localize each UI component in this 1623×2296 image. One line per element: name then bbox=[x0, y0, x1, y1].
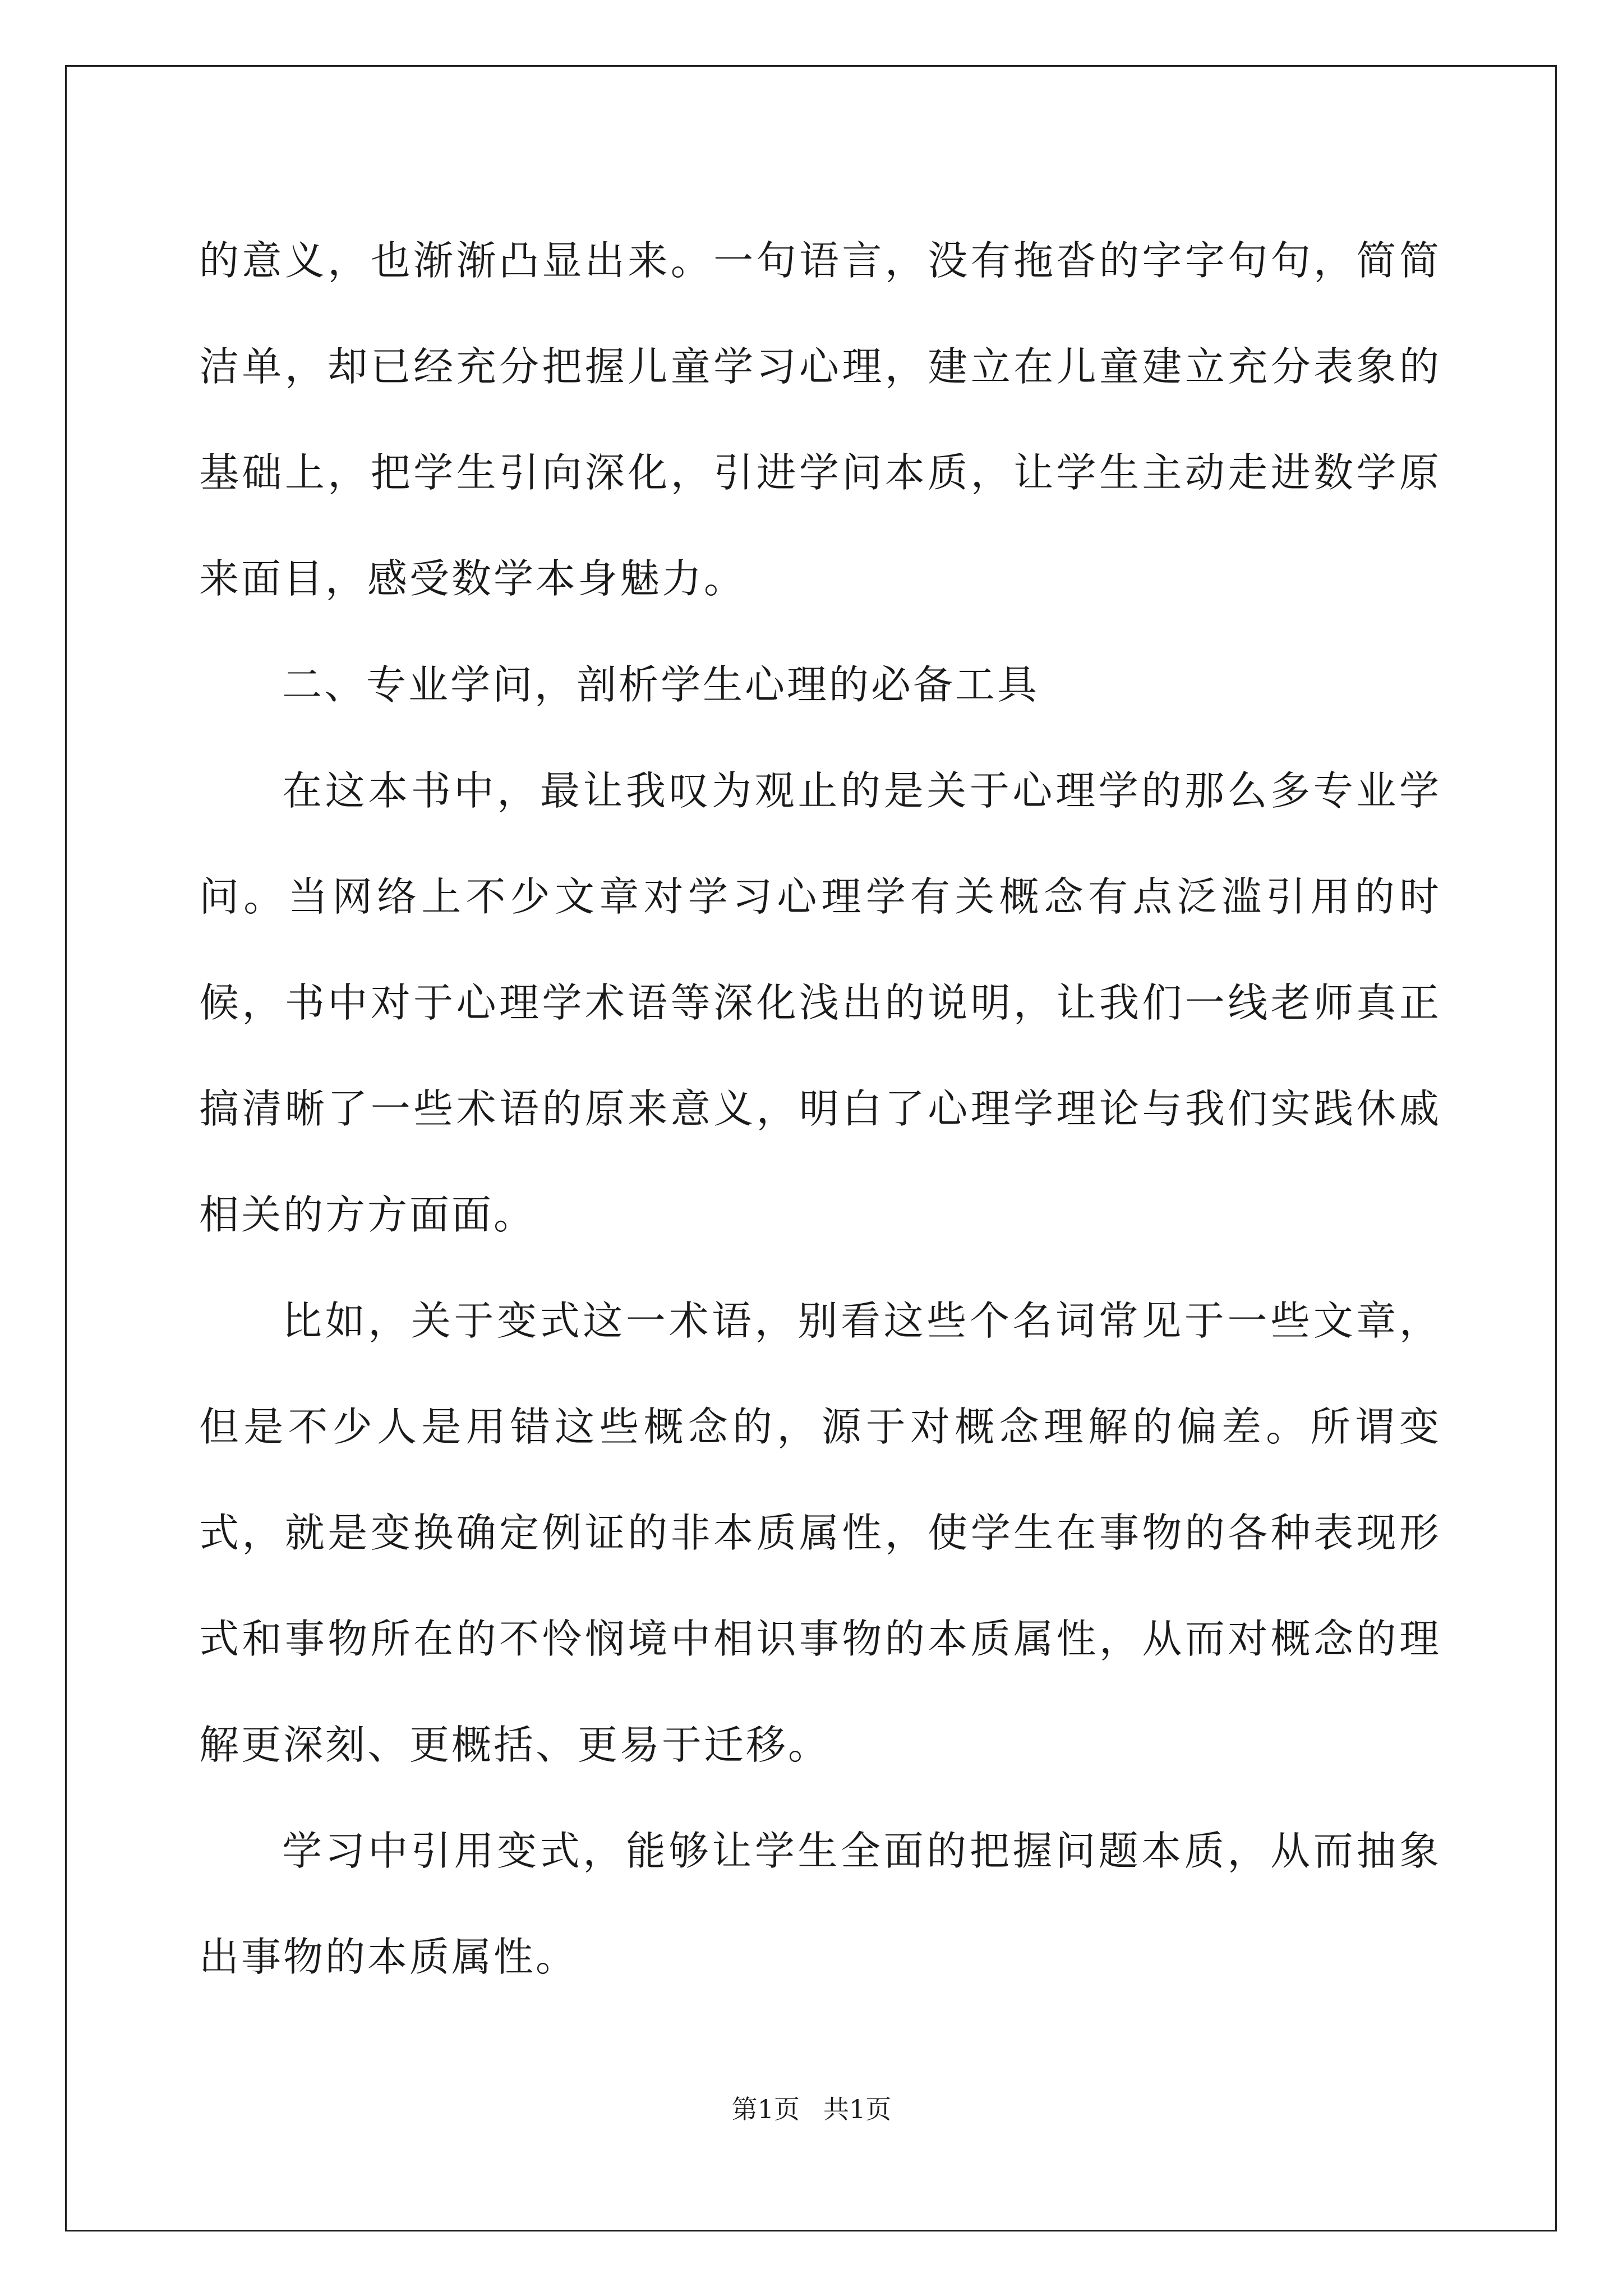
page-footer bbox=[0, 2092, 1623, 2126]
page-total: 共1页 bbox=[823, 2094, 892, 2124]
paragraph-4: 学习中引用变式，能够让学生全面的把握问题本质，从而抽象出事物的本质属性。 bbox=[199, 1828, 1441, 1980]
page-number: 第1页 bbox=[731, 2094, 800, 2124]
paragraph-2: 在这本书中，最让我叹为观止的是关于心理学的那么多专业学问。当网络上不少文章对学习心理学有关概念有点泛滥引用的时候，书中对于心理学术语等深化浅出的说明，让我们一线老师真正搞清晰了一些术语的原来意义，明白了心理学理论与我们实践休戚相关的方方面面。 bbox=[199, 767, 1441, 1238]
paragraph-1: 的意义，也渐渐凸显出来。一句语言，没有拖沓的字字句句，简简洁单，却已经充分把握儿童学习心理，建立在儿童建立充分表象的基础上，把学生引向深化，引进学问本质，让学生主动走进数学原来面目，感受数学本身魅力。 bbox=[199, 237, 1441, 602]
paragraph-3: 比如，关于变式这一术语，别看这些个名词常见于一些文章，但是不少人是用错这些概念的，源于对概念理解的偏差。所谓变式，就是变换确定例证的非本质属性，使学生在事物的各种表现形式和事物所在的不怜悯境中相识事物的本质属性，从而对概念的理解更深刻、更概括、更易于迁移。 bbox=[199, 1297, 1441, 1768]
document-body bbox=[199, 208, 1441, 2010]
section-heading: 二、专业学问，剖析学生心理的必备工具 bbox=[282, 661, 1040, 708]
